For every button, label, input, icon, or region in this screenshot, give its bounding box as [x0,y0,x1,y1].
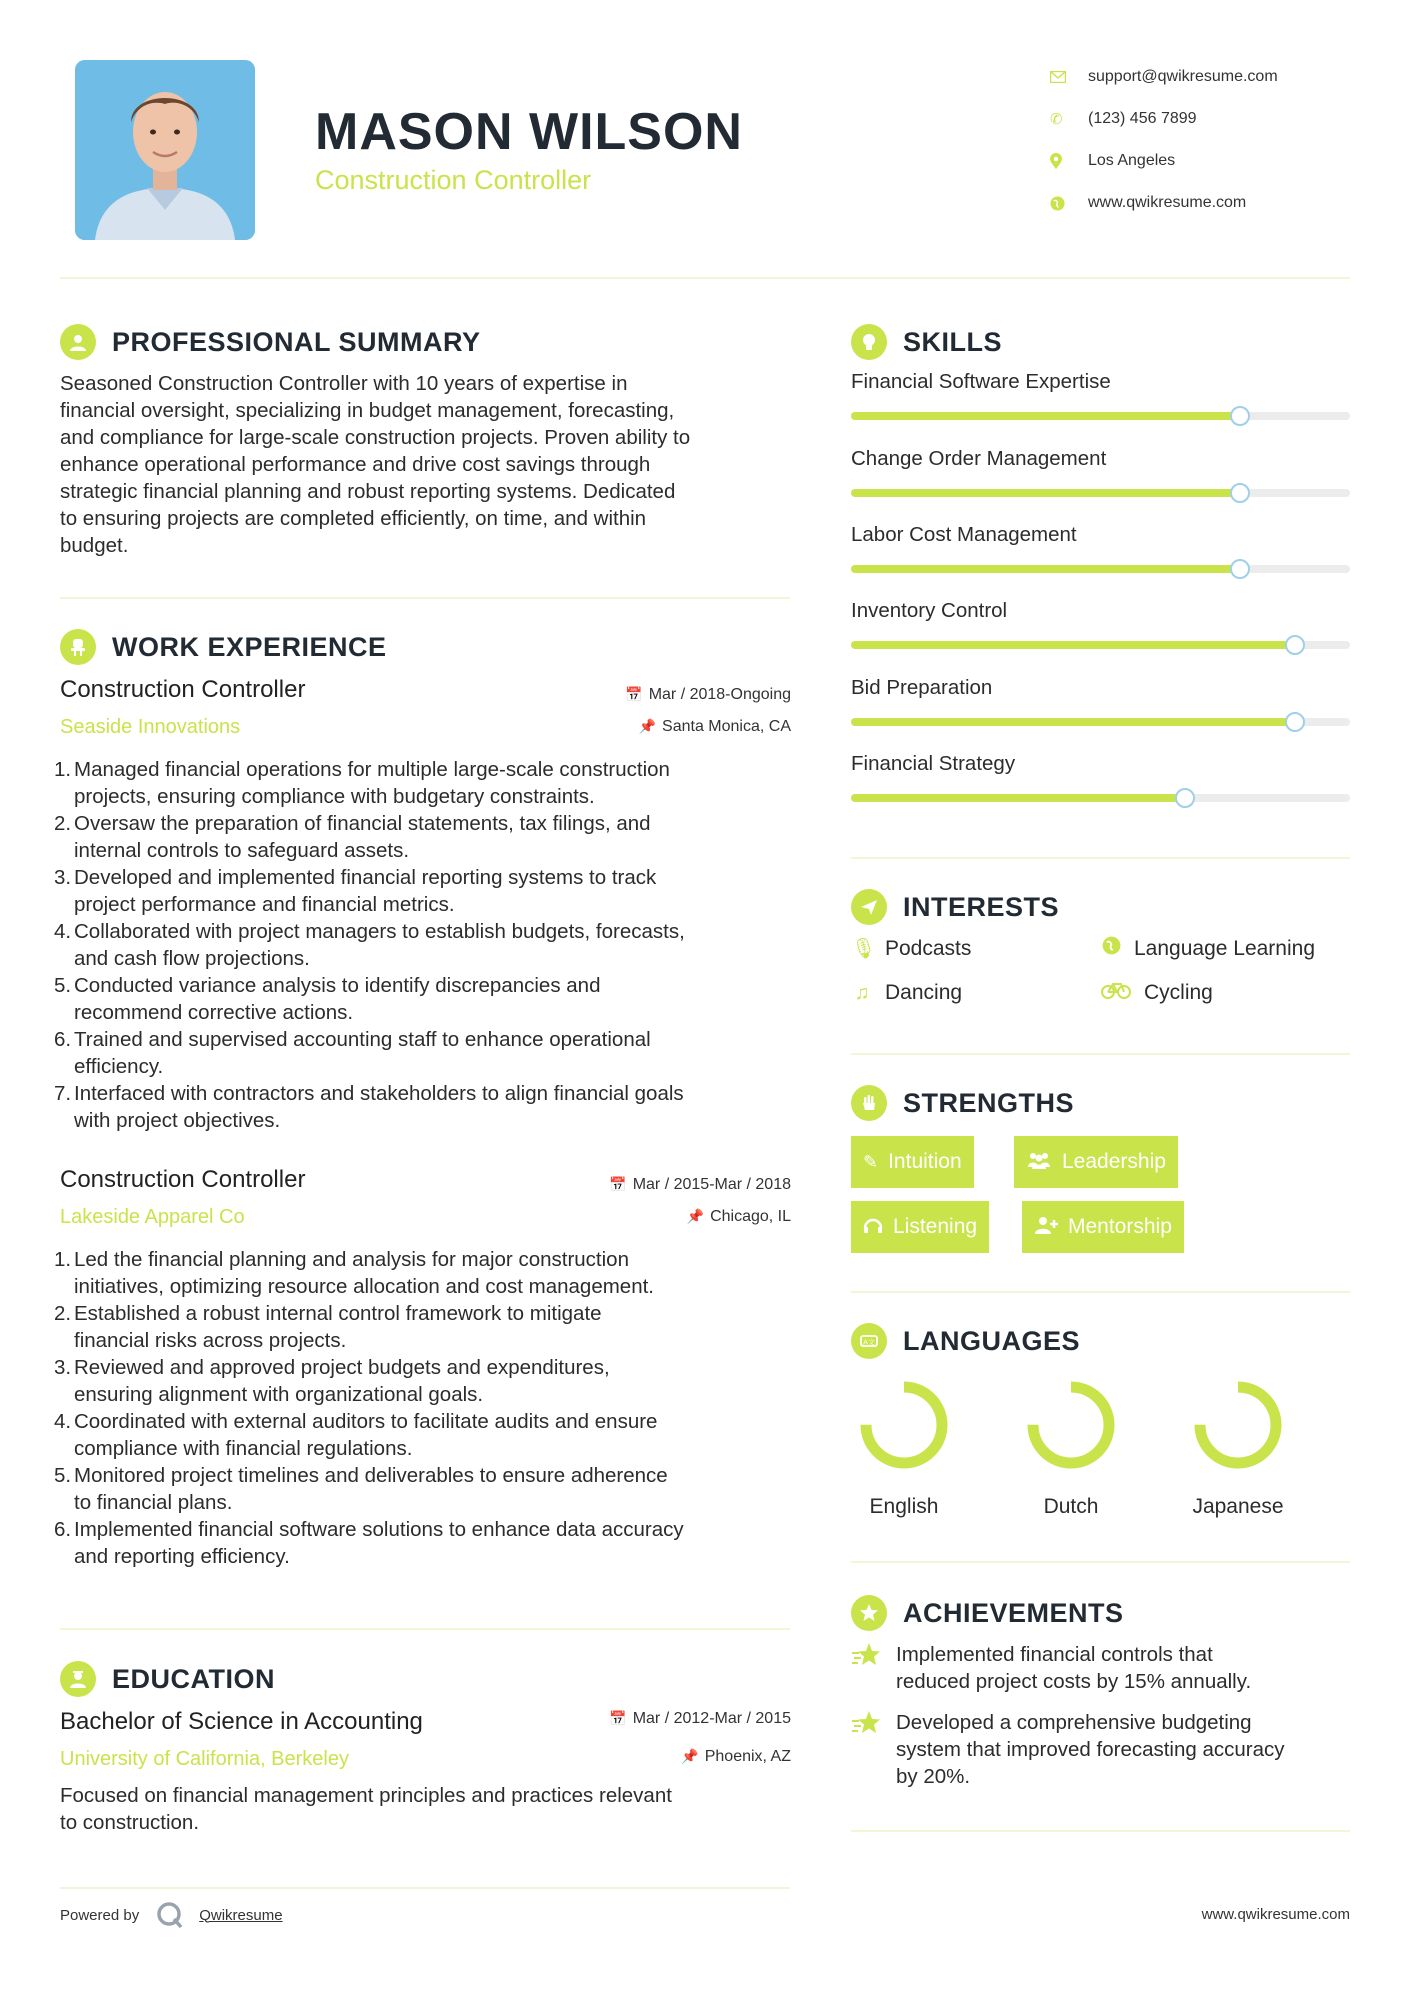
skill-name: Financial Strategy [851,752,1016,775]
experience-title: WORK EXPERIENCE [112,631,387,662]
skill-knob [1285,635,1305,655]
strength-chip [1022,1201,1184,1253]
list-item [56,918,796,972]
skill-fill [851,641,1295,649]
language-ring [1188,1375,1288,1475]
achievements-divider [851,1830,1350,1832]
job-title: Construction Controller [60,1166,306,1193]
list-number: 5. [54,974,72,997]
list-line: Conducted variance analysis to identify discrepancies and [74,974,601,997]
skill-fill [851,565,1240,573]
achievement-item [851,1641,1351,1695]
job-duties [56,1246,796,1570]
star-icon [851,1641,896,1695]
interest-item [1100,981,1213,1005]
magic-wand-icon: ✎ [863,1151,879,1172]
skill-knob [1230,483,1250,503]
job-location [639,718,791,736]
list-line: Monitored project timelines and deliverables to ensure adherence [74,1464,668,1487]
list-line: Led the financial planning and analysis for major construction [74,1248,629,1271]
achievement-line: Implemented financial controls that [896,1643,1213,1666]
list-line: recommend corrective actions. [74,1001,354,1024]
list-line: projects, ensuring compliance with budgetary constraints. [74,785,595,808]
list-item [56,1354,796,1408]
list-number: 4. [54,920,72,943]
summary-line: strategic financial planning and robust reporting systems. Dedicated [60,480,676,503]
list-line: Implemented financial software solutions to enhance data accuracy [74,1518,684,1541]
interests-title: INTERESTS [903,891,1060,922]
strength-label: Leadership [1062,1150,1166,1173]
skill-knob [1230,559,1250,579]
skill-name: Change Order Management [851,447,1107,470]
list-number: 2. [54,1302,72,1325]
chair-icon [60,629,96,665]
interest-item [1100,936,1315,961]
list-line: Reviewed and approved project budgets and expenditures, [74,1356,610,1379]
job-date-row [560,686,791,706]
footer-website-link[interactable]: www.qwikresume.com [1201,1906,1350,1923]
skill-item [851,752,1350,802]
skill-item [851,599,1350,649]
edu-location [681,1748,791,1766]
education-line: Focused on financial management principles and practices relevant [60,1784,672,1807]
list-line: Collaborated with project managers to establish budgets, forecasts, [74,920,685,943]
skill-fill [851,489,1240,497]
candidate-name: MASON WILSON [315,103,743,161]
interest-item [851,981,962,1005]
achievement-line: reduced project costs by 15% annually. [896,1670,1252,1693]
list-number: 4. [54,1410,72,1433]
svg-text:A文: A文 [863,1338,875,1347]
list-number: 1. [54,758,72,781]
job-date [609,1176,791,1194]
skill-knob [1285,712,1305,732]
summary-line: financial oversight, specializing in budget management, forecasting, [60,399,675,422]
edu-date [609,1710,791,1728]
calendar-icon: 📅 [609,1176,627,1192]
skill-name: Bid Preparation [851,676,993,699]
list-line: efficiency. [74,1055,164,1078]
skill-knob [1175,788,1195,808]
skill-bar [851,412,1350,420]
list-item [56,864,796,918]
job-date-text: Mar / 2018-Ongoing [648,686,791,703]
list-line: financial risks across projects. [74,1329,347,1352]
job-location-row [560,718,791,738]
summary-line: and compliance for large-scale construction projects. Proven ability to [60,426,691,449]
list-line: with project objectives. [74,1109,281,1132]
list-line: Established a robust internal control framework to mitigate [74,1302,602,1325]
language-item [1178,1375,1298,1519]
skills-divider [851,857,1350,859]
education-title: EDUCATION [112,1663,275,1694]
skills-heading [851,324,1002,360]
list-number: 6. [54,1518,72,1541]
edu-date-row [540,1710,791,1730]
contact-location [1050,140,1350,182]
list-number: 5. [54,1464,72,1487]
job-duties [56,756,796,1134]
experience-heading [60,629,387,665]
strengths-divider [851,1291,1350,1293]
edu-location-row [540,1748,791,1768]
language-item [844,1375,964,1519]
list-item [56,1408,796,1462]
achievements-title: ACHIEVEMENTS [903,1597,1124,1628]
job-date [625,686,791,704]
achievement-line: by 20%. [896,1765,971,1788]
skill-bar [851,641,1350,649]
interest-label: Cycling [1144,981,1213,1004]
list-line: project performance and financial metrics. [74,893,455,916]
list-line: internal controls to safeguard assets. [74,839,410,862]
skill-bar [851,718,1350,726]
education-heading [60,1661,275,1697]
experience-divider [60,1628,790,1630]
list-number: 2. [54,812,72,835]
list-line: Interfaced with contractors and stakeholders to align financial goals [74,1082,684,1105]
interest-item [851,936,971,961]
list-item [56,1300,796,1354]
contact-website-text: www.qwikresume.com [1088,194,1247,211]
powered-by-text: Powered by [60,1906,140,1924]
list-item [56,810,796,864]
pushpin-icon: 📌 [638,718,657,734]
pushpin-icon: 📌 [681,1748,699,1764]
strength-label: Intuition [888,1150,962,1173]
job-company: Seaside Innovations [60,716,241,738]
envelope-icon [1050,71,1088,83]
skill-item [851,447,1350,497]
strength-label: Listening [893,1215,978,1238]
header-divider [60,277,1350,279]
skill-name: Financial Software Expertise [851,370,1111,393]
contact-website[interactable] [1050,182,1350,224]
school-name: University of California, Berkeley [60,1748,349,1770]
star-icon [851,1709,896,1790]
skill-item [851,676,1350,726]
list-number: 1. [54,1248,72,1271]
list-item [56,756,796,810]
list-item [56,1462,796,1516]
calendar-icon: 📅 [609,1710,627,1726]
contact-phone-text: (123) 456 7899 [1088,110,1197,127]
job-location-row [540,1208,791,1228]
bicycle-icon [1100,981,1132,1005]
skill-bar [851,794,1350,802]
group-icon [1026,1151,1052,1174]
footer-powered-by [60,1900,283,1930]
languages-divider [851,1561,1350,1563]
list-item [56,1246,796,1300]
job-company: Lakeside Apparel Co [60,1206,245,1228]
contact-location-text: Los Angeles [1088,152,1176,169]
skill-bar [851,489,1350,497]
skill-name: Labor Cost Management [851,523,1077,546]
skill-knob [1230,406,1250,426]
job-date-row [540,1176,791,1196]
pushpin-icon: 📌 [686,1208,705,1224]
list-line: ensuring alignment with organizational goals. [74,1383,484,1406]
calendar-icon: 📅 [625,686,643,702]
microphone-icon: 🎙︎ [851,938,877,960]
summary-line: to ensuring projects are completed efficiently, on time, and within [60,507,647,530]
contact-email[interactable] [1050,56,1350,98]
headphones-icon [863,1216,883,1239]
graduate-icon [60,1661,96,1697]
job-location [687,1208,791,1226]
interest-label: Podcasts [885,936,972,960]
list-number: 6. [54,1028,72,1051]
list-number: 7. [54,1082,72,1105]
skill-bar [851,565,1350,573]
education-text [60,1782,800,1836]
contact-list [1050,56,1350,224]
contact-phone[interactable] [1050,98,1350,140]
achievement-line: system that improved forecasting accuracy [896,1738,1285,1761]
edu-date-text: Mar / 2012-Mar / 2015 [632,1710,791,1727]
language-item [1011,1375,1131,1519]
lightbulb-icon [851,324,887,360]
interest-label: Dancing [885,981,963,1004]
globe-icon [1050,196,1088,211]
skill-item [851,370,1350,420]
list-item [56,1026,796,1080]
strength-label: Mentorship [1068,1215,1172,1238]
phone-icon: ✆ [1050,111,1063,128]
list-number: 3. [54,866,72,889]
list-line: initiatives, optimizing resource allocation and cost management. [74,1275,654,1298]
job-location-text: Chicago, IL [710,1208,791,1225]
interests-heading [851,889,1059,925]
list-line: and reporting efficiency. [74,1545,290,1568]
strength-chip [851,1136,974,1188]
hand-icon [851,1085,887,1121]
strength-chip [1014,1136,1178,1188]
skill-name: Inventory Control [851,599,1008,622]
list-item [56,1516,796,1570]
profile-photo [75,60,255,240]
achievement-line: Developed a comprehensive budgeting [896,1711,1252,1734]
languages-title: LANGUAGES [903,1325,1081,1356]
list-line: Coordinated with external auditors to facilitate audits and ensure [74,1410,658,1433]
globe-icon [1100,936,1122,961]
summary-title: PROFESSIONAL SUMMARY [112,326,481,357]
music-note-icon: ♫ [854,981,870,1004]
skill-fill [851,794,1185,802]
education-line: to construction. [60,1811,200,1834]
translate-icon [851,1323,887,1359]
language-ring [854,1375,954,1475]
star-badge-icon [851,1595,887,1631]
list-item [56,1080,796,1134]
list-line: compliance with financial regulations. [74,1437,413,1460]
summary-heading [60,324,481,360]
education-divider [60,1887,790,1889]
achievement-item [851,1709,1351,1790]
summary-line: budget. [60,534,129,557]
list-item [56,972,796,1026]
list-line: Managed financial operations for multiple large-scale construction [74,758,670,781]
list-line: Oversaw the preparation of financial statements, tax filings, and [74,812,651,835]
list-number: 3. [54,1356,72,1379]
language-name: Dutch [1043,1495,1099,1518]
list-line: Developed and implemented financial reporting systems to track [74,866,657,889]
skill-item [851,523,1350,573]
contact-email-text: support@qwikresume.com [1088,68,1278,85]
skills-title: SKILLS [903,326,1003,357]
languages-heading [851,1323,1080,1359]
degree-title: Bachelor of Science in Accounting [60,1708,423,1735]
interest-label: Language Learning [1134,936,1316,960]
job-date-text: Mar / 2015-Mar / 2018 [632,1176,791,1193]
user-plus-icon [1034,1216,1058,1239]
summary-line: enhance operational performance and drive cost savings through [60,453,651,476]
list-line: to financial plans. [74,1491,233,1514]
job-title: Construction Controller [60,676,306,703]
list-line: Trained and supervised accounting staff to enhance operational [74,1028,651,1051]
summary-line: Seasoned Construction Controller with 10 years of expertise in [60,372,628,395]
strengths-title: STRENGTHS [903,1087,1075,1118]
map-pin-icon [1050,153,1088,169]
user-icon [60,324,96,360]
strengths-heading [851,1085,1074,1121]
summary-text [60,370,800,559]
qwikresume-logo-icon [155,1900,185,1930]
list-line: and cash flow projections. [74,947,310,970]
job-location-text: Santa Monica, CA [662,718,791,735]
interests-divider [851,1053,1350,1055]
achievements-heading [851,1595,1124,1631]
summary-divider [60,597,790,599]
skill-fill [851,718,1295,726]
candidate-title: Construction Controller [315,165,592,195]
paper-plane-icon [851,889,887,925]
language-name: Japanese [1192,1495,1284,1518]
qwikresume-link[interactable]: Qwikresume [199,1906,283,1924]
edu-location-text: Phoenix, AZ [704,1748,791,1765]
skill-fill [851,412,1240,420]
strength-chip [851,1201,989,1253]
language-ring [1021,1375,1121,1475]
language-name: English [869,1495,939,1518]
